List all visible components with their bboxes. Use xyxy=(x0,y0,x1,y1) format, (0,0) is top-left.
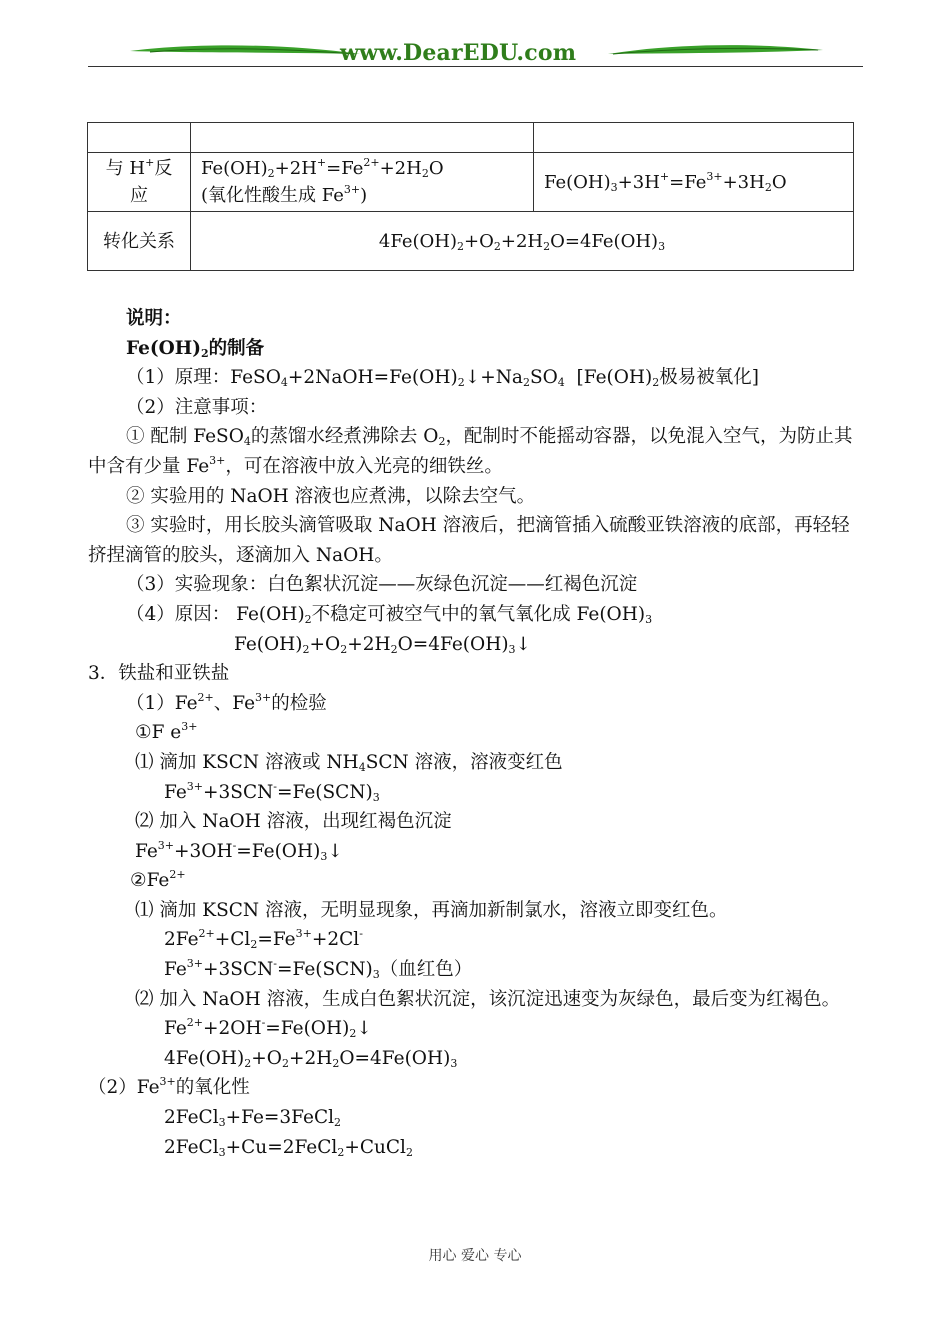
table-row xyxy=(88,153,854,212)
equation: $Fe(OH)_2+O_2+2H_2O=4Fe(OH)_3↓$ xyxy=(234,633,532,656)
paragraph: ①F $e^{3+}$ xyxy=(135,720,198,744)
paragraph: ③ 实验时，用长胶头滴管吸取 NaOH 溶液后，把滴管插入硫酸亚铁溶液的底部，再轻轻挤捏滴管的胶头，逐滴加入 NaOH。 xyxy=(88,515,850,566)
table-row xyxy=(88,212,854,271)
section-heading: $Fe(OH)_2$的制备 xyxy=(126,337,265,360)
equation: $Fe^{3+}+3OH^-=Fe(OH)_3↓$ xyxy=(135,838,343,863)
paragraph: $(2)Fe^{3+}$的氧化性 xyxy=(88,1075,250,1099)
equation: $2Fe^{2+}+Cl_2=Fe^{3+}+2Cl^-$ xyxy=(164,927,363,952)
table-cell xyxy=(534,123,854,153)
equation: $4Fe(OH)_2+O_2+2H_2O=4Fe(OH)_3$ xyxy=(164,1047,458,1070)
equation: 2FeCl$_3$+Cu=2FeCl$_2$+CuCl$_2$ xyxy=(164,1136,413,1159)
page-footer: 用心 爱心 专心 xyxy=(428,1248,522,1264)
paragraph: ⑴ 滴加 KSCN 溶液或 $NH_4SCN$ 溶液，溶液变红色 xyxy=(135,751,563,774)
body-text xyxy=(88,304,863,1162)
note-heading: 说明： xyxy=(126,308,182,329)
paragraph: ⑵ 加入 NaOH 溶液，生成白色絮状沉淀，该沉淀迅速变为灰绿色，最后变为红褐色。 xyxy=(135,988,841,1010)
paragraph: $(1)Fe^{2+}$、$Fe^{3+}$的检验 xyxy=(126,690,327,714)
equation: 2FeCl$_3$+Fe=3FeCl$_2$ xyxy=(164,1107,342,1130)
paragraph: ⑵ 加入 NaOH 溶液，出现红褐色沉淀 xyxy=(135,811,452,833)
header-rule xyxy=(88,66,863,67)
table-cell xyxy=(191,123,534,153)
row-label-conversion: 转化关系 xyxy=(88,212,191,271)
cell-feoh2-acid: $Fe(OH)_2+2H^+=Fe^{2+}+2H_2O$ (氧化性酸生成 $Fe^{3+}$) xyxy=(191,153,534,212)
section-heading: 3．铁盐和亚铁盐 xyxy=(88,663,230,685)
paragraph: ② 实验用的 NaOH 溶液也应煮沸，以除去空气。 xyxy=(126,485,536,507)
equation: $Fe^{3+}+3SCN^-=Fe(SCN)_3$（血红色） xyxy=(164,957,473,982)
paragraph: ① 配制 FeSO$_4$的蒸馏水经煮沸除去 $O_2$，配制时不能摇动容器，以免混入空气，为防止其中含有少量 $Fe^{3+}$，可在溶液中放入光亮的细铁丝。 xyxy=(88,426,853,477)
leaf-decoration-left xyxy=(130,44,360,58)
table-cell xyxy=(88,123,191,153)
page-header xyxy=(88,36,863,68)
equation: $Fe^{2+}+2OH^-=Fe(OH)_2↓$ xyxy=(164,1016,372,1041)
leaf-decoration-right xyxy=(608,44,823,58)
row-label-acid-reaction: 与 H+反应 xyxy=(88,153,191,212)
cell-feoh3-acid: $Fe(OH)_3+3H^+=Fe^{3+}+3H_2O$ xyxy=(534,153,854,212)
paragraph: （2）注意事项： xyxy=(126,396,268,418)
table-row xyxy=(88,123,854,153)
site-logo-text: www.DearEDU.com xyxy=(340,40,577,66)
comparison-table xyxy=(87,122,854,271)
paragraph: ⑴ 滴加 KSCN 溶液，无明显现象，再滴加新制氯水，溶液立即变红色。 xyxy=(135,899,728,921)
paragraph: $②Fe^{2+}$ xyxy=(130,868,186,892)
paragraph: （4）原因： $Fe(OH)_2$不稳定可被空气中的氧气氧化成 $Fe(OH)_3$ xyxy=(126,603,653,626)
cell-conversion-equation: $4Fe(OH)_2+O_2+2H_2O=4Fe(OH)_3$ xyxy=(191,212,854,271)
paragraph: （3）实验现象：白色絮状沉淀——灰绿色沉淀——红褐色沉淀 xyxy=(126,574,638,596)
equation: $Fe^{3+}+3SCN^-=Fe(SCN)_3$ xyxy=(164,779,380,804)
paragraph: （1）原理：$FeSO_4+2NaOH=Fe(OH)_2↓+Na_2SO_4$ [$Fe(OH)_2$极易被氧化] xyxy=(126,367,759,390)
